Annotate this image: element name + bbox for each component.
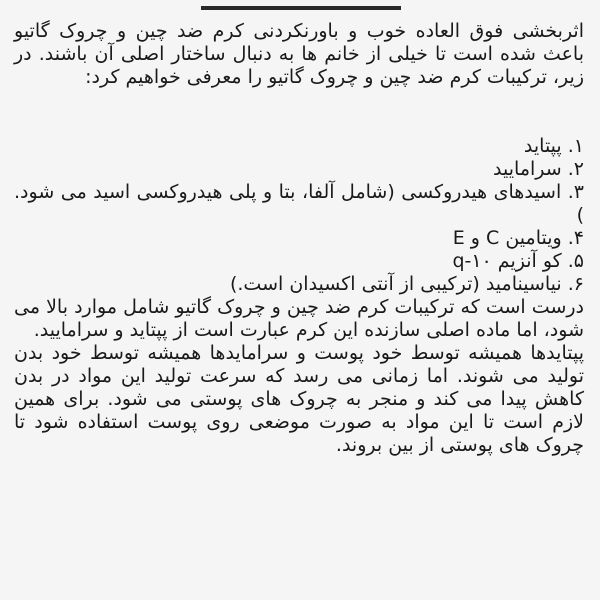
list-item: ۲. سرامایید [493, 158, 584, 180]
list-item: ۳. اسیدهای هیدروکسی (شامل آلفا، بتا و پلی هیدروکسی اسید می شود. ) [14, 181, 584, 226]
list-item: ۶. نیاسینامید (ترکیبی از آنتی اکسیدان است.) [229, 273, 584, 295]
ingredients-list [14, 135, 584, 296]
list-item: ۵. کو آنزیم q-۱۰ [452, 250, 584, 272]
intro-paragraph: اثربخشی فوق العاده خوب و باورنکردنی کرم ضد چین و چروک گاتیو باعث شده است تا خیلی از خانم ها به دنبال ساختار اصلی آن باشند. در زیر، ترکیبات کرم ضد چین و چروک گاتیو را معرفی خواهیم کرد: [14, 20, 584, 88]
top-divider [201, 6, 401, 10]
peptides-paragraph: پپتایدها همیشه توسط خود پوست و سرامایدها همیشه توسط خود بدن تولید می شوند. اما زمانی می رسد که سرعت تولید این مواد در بدن کاهش پیدا می کند و منجر به چروک های پوستی می شود. برای همین لازم است تا این مواد به صورت موضعی روی پوست استفاده شود تا چروک های پوستی از بین بروند. [14, 342, 584, 456]
main-ingredients-paragraph: درست است که ترکیبات کرم ضد چین و چروک گاتیو شامل موارد بالا می شود، اما ماده اصلی سازنده این کرم عبارت است از پپتاید و سرامایید. [14, 296, 584, 341]
article-body [14, 20, 584, 457]
list-item: ۱. پپتاید [523, 135, 584, 157]
list-item: ۴. ویتامین C و E [452, 227, 584, 249]
